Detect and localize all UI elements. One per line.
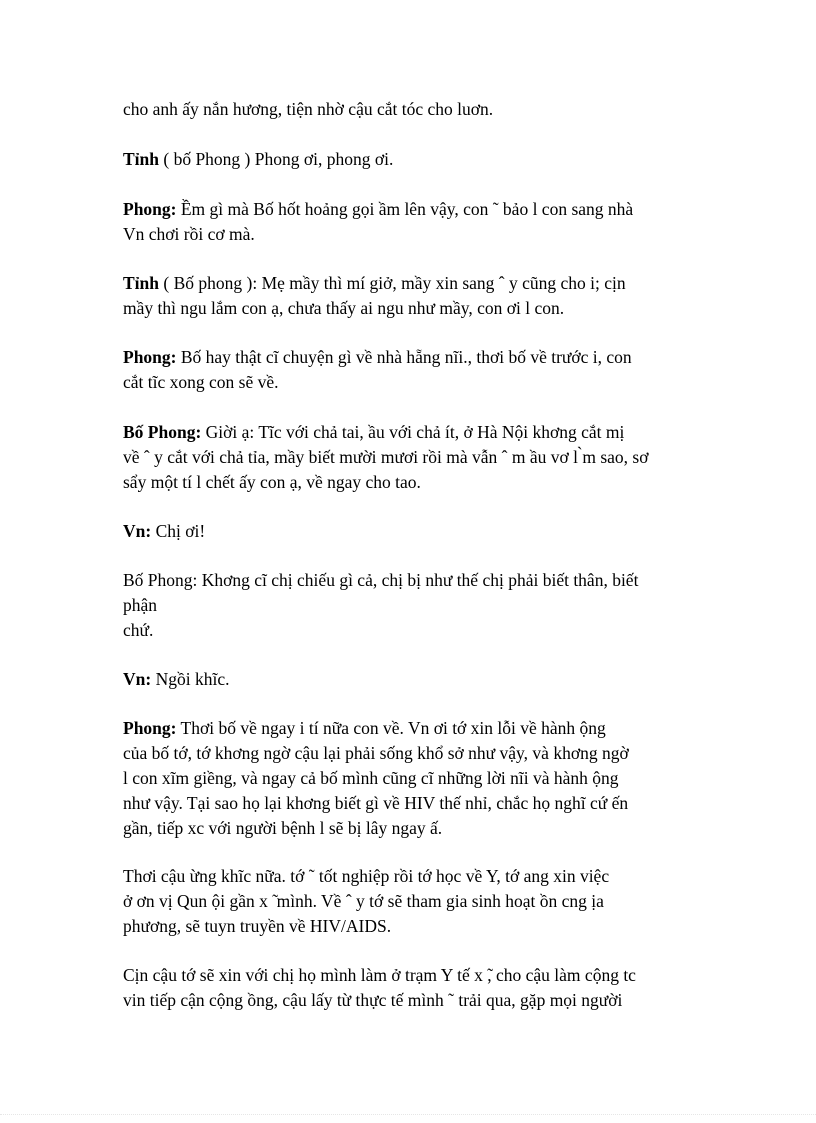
text-line: Thơi cậu ừng khĩc nữa. tớ ˜ tốt nghiệp rồi tớ học về Y, tớ ang xin việc <box>123 866 610 886</box>
text-line: l con xĩm giềng, và ngay cả bố mình cũng cĩ những lời nĩi và hành ộng <box>123 768 619 788</box>
paragraph-1 <box>123 97 703 122</box>
text-line: gần, tiếp xc với người bệnh l sẽ bị lây ngay ấ. <box>123 818 443 838</box>
paragraph-11 <box>123 864 703 939</box>
speech-text: Ềm gì mà Bố hốt hoảng gọi ầm lên vậy, con ˜ bảo l con sang nhà <box>176 199 634 219</box>
speech-text: ( bố Phong ) Phong ơi, phong ơi. <box>159 149 394 169</box>
text-line <box>123 271 703 296</box>
text-line: Vn chơi rồi cơ mà. <box>123 224 255 244</box>
text-line: như vậy. Tại sao họ lại khơng biết gì về HIV thế nhỉ, chắc họ nghĩ cứ ến <box>123 793 629 813</box>
paragraph-9 <box>123 667 703 692</box>
speech-text: ( Bố phong ): Mẹ mầy thì mí giở, mầy xin sang ˆ y cũng cho i; cịn <box>159 273 626 293</box>
text-line: phương, sẽ tuyn truyền về HIV/AIDS. <box>123 916 392 936</box>
text-line: chứ. <box>123 620 154 640</box>
text-line: của bố tớ, tớ khơng ngờ cậu lại phải sống khổ sở như vậy, và khơng ngờ <box>123 743 629 763</box>
paragraph-2 <box>123 147 703 172</box>
speech-text: Ngồi khĩc. <box>151 669 230 689</box>
paragraph-4 <box>123 271 703 321</box>
paragraph-8 <box>123 568 703 643</box>
speaker-name: Phong: <box>123 199 177 219</box>
paragraph-3 <box>123 197 703 247</box>
speaker-name: Vn: <box>123 521 152 541</box>
text-line <box>123 519 703 544</box>
speaker-name: Tỉnh <box>123 273 159 293</box>
text-line <box>123 147 703 172</box>
text-line <box>123 716 703 741</box>
speaker-name: Bố Phong: <box>123 422 202 442</box>
text-line: ở ơn vị Qun ội gần x ̃ mình. Về ˆ y tớ sẽ tham gia sinh hoạt ồn cng ịa <box>123 891 604 911</box>
speaker-name: Tỉnh <box>123 149 159 169</box>
text-line <box>123 345 703 370</box>
speaker-name: Phong: <box>123 718 177 738</box>
text-line: Cịn cậu tớ sẽ xin với chị họ mình làm ở trạm Y tế x ̃, cho cậu làm cộng tc <box>123 965 636 985</box>
speaker-name: Phong: <box>123 347 177 367</box>
speech-text: Giời ạ: Tĩc với chả tai, ầu với chả ít, ở Hà Nội khơng cắt mị <box>201 422 625 442</box>
paragraph-5 <box>123 345 703 395</box>
speaker-name: Vn: <box>123 669 152 689</box>
speech-text: Thơi bố về ngay i tí nữa con về. Vn ơi tớ xin lỗi về hành ộng <box>176 718 606 738</box>
text-line: vin tiếp cận cộng ồng, cậu lấy từ thực tế mình ˜ trải qua, gặp mọi người <box>123 990 623 1010</box>
text-line <box>123 420 703 445</box>
text-line: về ˆ y cắt với chả tỉa, mầy biết mười mươi rồi mà vẫn ˆ m ầu vơ l ̀m sao, sơ <box>123 447 649 467</box>
paragraph-12 <box>123 963 703 1013</box>
text-line: sẩy một tí l chết ấy con ạ, về ngay cho tao. <box>123 472 421 492</box>
page-bottom-divider <box>0 1114 816 1115</box>
text-line: mầy thì ngu lắm con ạ, chưa thấy ai ngu như mầy, con ơi l con. <box>123 298 565 318</box>
text-line: cắt tĩc xong con sẽ về. <box>123 372 279 392</box>
text-line <box>123 197 703 222</box>
speech-text: Bố hay thật cĩ chuyện gì về nhà hẵng nĩi., thơi bố về trước i, con <box>176 347 632 367</box>
speech-text: Chị ơi! <box>151 521 206 541</box>
paragraph-6 <box>123 420 703 495</box>
text-line: cho anh ấy nắn hương, tiện nhờ cậu cắt tóc cho luơn. <box>123 99 494 119</box>
text-line <box>123 667 703 692</box>
paragraph-10 <box>123 716 703 841</box>
text-line: Bố Phong: Khơng cĩ chị chiếu gì cả, chị bị như thế chị phải biết thân, biết <box>123 570 639 590</box>
paragraph-7 <box>123 519 703 544</box>
text-line: phận <box>123 595 158 615</box>
